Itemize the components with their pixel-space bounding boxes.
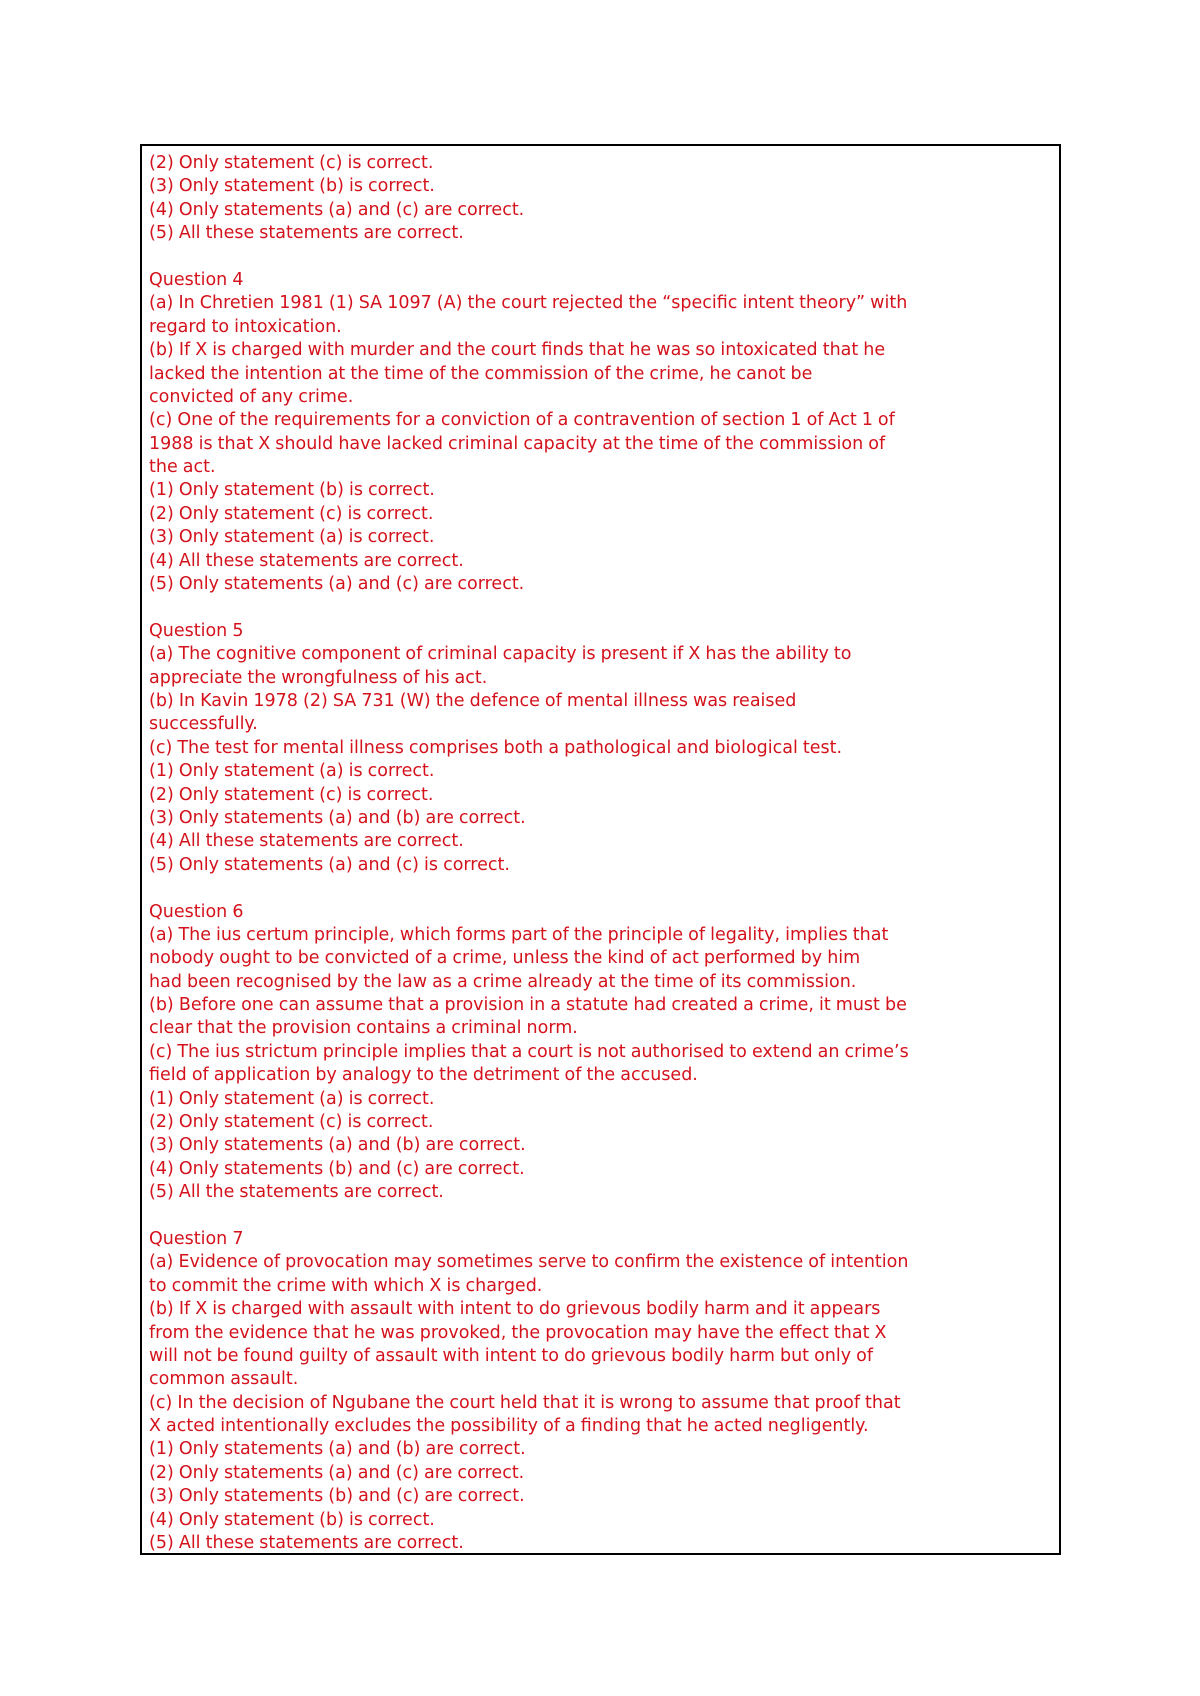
option-line: (1) Only statement (a) is correct. (149, 1088, 435, 1109)
option-line: (2) Only statement (c) is correct. (149, 503, 434, 524)
question-line: field of application by analogy to the detriment of the accused. (149, 1065, 698, 1086)
document-content (149, 152, 1059, 1555)
option-line: (3) Only statement (a) is correct. (149, 527, 435, 548)
question-title: Question 4 (149, 269, 244, 290)
option-line: (5) All these statements are correct. (149, 1533, 464, 1554)
option-line: (1) Only statement (b) is correct. (149, 480, 435, 501)
option-line: (5) Only statements (a) and (c) is correct. (149, 854, 510, 875)
question-line: regard to intoxication. (149, 316, 342, 337)
question-line: (a) The cognitive component of criminal capacity is present if X has the ability to (149, 644, 852, 665)
spacer (149, 877, 1059, 900)
question-line: clear that the provision contains a criminal norm. (149, 1018, 578, 1039)
question-title: Question 7 (149, 1228, 244, 1249)
option-line: (2) Only statement (c) is correct. (149, 784, 434, 805)
header-options (149, 152, 1059, 246)
question-line: (a) The ius certum principle, which forms part of the principle of legality, implies that (149, 924, 889, 945)
question-line: to commit the crime with which X is charged. (149, 1275, 543, 1296)
question-line: common assault. (149, 1369, 299, 1390)
option-line: (4) Only statements (b) and (c) are correct. (149, 1158, 525, 1179)
question-title: Question 6 (149, 901, 244, 922)
option-line: (4) All these statements are correct. (149, 550, 464, 571)
option-line: (4) All these statements are correct. (149, 831, 464, 852)
option-line: (4) Only statements (a) and (c) are correct. (149, 199, 525, 220)
option-line: (2) Only statement (c) is correct. (149, 1112, 434, 1133)
option-line: (5) All these statements are correct. (149, 223, 464, 244)
option-line: (4) Only statement (b) is correct. (149, 1509, 435, 1530)
option-line: (3) Only statements (a) and (b) are correct. (149, 807, 526, 828)
option-line: (1) Only statement (a) is correct. (149, 761, 435, 782)
question-line: nobody ought to be convicted of a crime, unless the kind of act performed by him (149, 948, 861, 969)
question-line: (c) The ius strictum principle implies that a court is not authorised to extend an crime’s (149, 1041, 909, 1062)
option-line: (2) Only statement (c) is correct. (149, 153, 434, 173)
document-frame (140, 144, 1061, 1555)
spacer (149, 596, 1059, 619)
question-line: successfully. (149, 714, 258, 735)
question-line: from the evidence that he was provoked, the provocation may have the effect that X (149, 1322, 887, 1343)
question-line: appreciate the wrongfulness of his act. (149, 667, 488, 688)
question-line: the act. (149, 457, 216, 478)
option-line: (2) Only statements (a) and (c) are correct. (149, 1462, 525, 1483)
question-line: (a) In Chretien 1981 (1) SA 1097 (A) the court rejected the “specific intent theory” with (149, 293, 908, 314)
question-title: Question 5 (149, 620, 244, 641)
option-line: (1) Only statements (a) and (b) are correct. (149, 1439, 526, 1460)
question-line: (a) Evidence of provocation may sometimes serve to confirm the existence of intention (149, 1252, 909, 1273)
option-line: (3) Only statements (a) and (b) are correct. (149, 1135, 526, 1156)
question-line: (b) If X is charged with assault with intent to do grievous bodily harm and it appears (149, 1299, 881, 1320)
question-line: 1988 is that X should have lacked criminal capacity at the time of the commission of (149, 433, 886, 454)
question-line: (c) One of the requirements for a conviction of a contravention of section 1 of Act 1 of (149, 410, 895, 431)
question-line: X acted intentionally excludes the possibility of a finding that he acted negligently. (149, 1416, 869, 1437)
question-line: (c) In the decision of Ngubane the court held that it is wrong to assume that proof that (149, 1392, 901, 1413)
option-line: (5) Only statements (a) and (c) are correct. (149, 574, 525, 595)
option-line: (3) Only statements (b) and (c) are correct. (149, 1486, 525, 1507)
question-block-5 (149, 620, 1059, 877)
spacer (149, 246, 1059, 269)
question-block-6 (149, 901, 1059, 1205)
question-block-4 (149, 269, 1059, 596)
question-line: will not be found guilty of assault with intent to do grievous bodily harm but only of (149, 1345, 874, 1366)
option-line: (3) Only statement (b) is correct. (149, 176, 435, 197)
question-line: (b) In Kavin 1978 (2) SA 731 (W) the defence of mental illness was reaised (149, 690, 797, 711)
question-line: had been recognised by the law as a crime already at the time of its commission. (149, 971, 857, 992)
question-line: (b) If X is charged with murder and the court finds that he was so intoxicated that he (149, 340, 886, 361)
question-line: convicted of any crime. (149, 386, 354, 407)
question-line: lacked the intention at the time of the commission of the crime, he canot be (149, 363, 813, 384)
question-line: (c) The test for mental illness comprises both a pathological and biological test. (149, 737, 843, 758)
option-line: (5) All the statements are correct. (149, 1182, 444, 1203)
question-block-7 (149, 1228, 1059, 1555)
spacer (149, 1205, 1059, 1228)
question-line: (b) Before one can assume that a provision in a statute had created a crime, it must be (149, 995, 907, 1016)
